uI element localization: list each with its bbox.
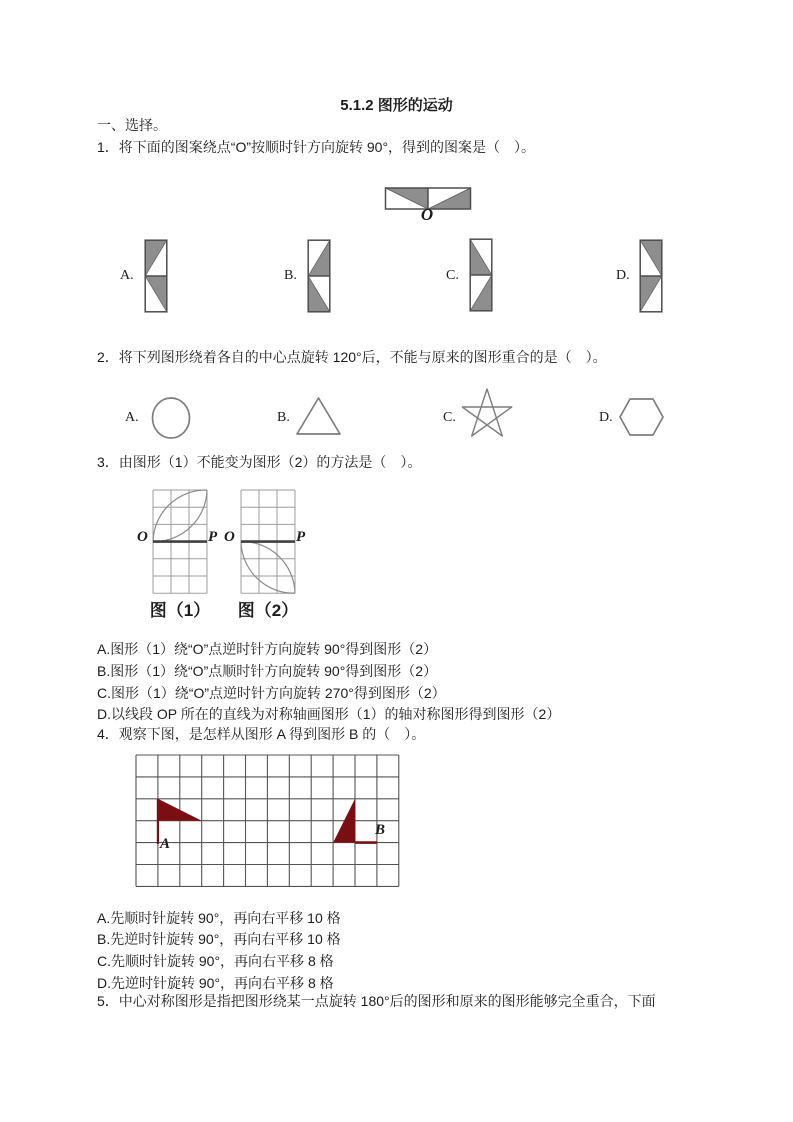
q3-option-d: D.以线段 OP 所在的直线为对称轴画图形（1）的轴对称图形得到图形（2） (97, 706, 561, 722)
q4-option-a: A.先顺时针旋转 90°，再向右平移 10 格 (97, 910, 341, 926)
q2-option-c-label: C. (443, 410, 456, 425)
q3-figure-2-grid (240, 489, 297, 595)
q3-fig2-point-o: O (224, 529, 235, 545)
q1-c-bottom-triangle (470, 275, 492, 311)
q2-circle-figure (150, 396, 192, 440)
triangle-shape (297, 398, 340, 434)
q4-option-b: B.先逆时针旋转 90°，再向右平移 10 格 (97, 931, 341, 947)
q3-fig1-point-p: P (208, 529, 218, 545)
question-2-text: 2．将下列图形绕着各自的中心点旋转 120°后，不能与原来的图形重合的是（ ）。 (97, 349, 607, 365)
question-1-text: 1．将下面的图案绕点“O”按顺时针方向旋转 90°，得到的图案是（ ）。 (97, 139, 536, 155)
q4-label-b: B (375, 822, 386, 838)
q3-fig1-lens-shape (153, 490, 207, 542)
q1-option-a-figure (144, 239, 168, 313)
q4-option-c: C.先顺时针旋转 90°，再向右平移 8 格 (97, 953, 334, 969)
q3-option-b: B.图形（1）绕“O”点顺时针方向旋转 90°得到图形（2） (97, 663, 438, 679)
q2-triangle-figure (295, 396, 345, 437)
q2-star-figure (460, 388, 516, 440)
q3-figure-1-caption: 图（1） (149, 601, 211, 620)
q3-option-c: C.图形（1）绕“O”点逆时针方向旋转 270°得到图形（2） (97, 685, 446, 701)
question-3-text: 3．由图形（1）不能变为图形（2）的方法是（ ）。 (97, 454, 422, 470)
q3-figure-1-grid (152, 489, 209, 595)
q1-option-c-label: C. (446, 268, 459, 283)
q1-option-b-label: B. (284, 268, 297, 283)
q2-option-b-label: B. (277, 410, 290, 425)
q1-option-b-figure (307, 239, 331, 313)
q1-a-top-triangle (145, 240, 167, 276)
q2-option-d-label: D. (599, 410, 613, 425)
q3-fig2-point-p: P (296, 529, 306, 545)
q3-fig2-lens-shape (241, 542, 295, 594)
hexagon-shape (620, 399, 663, 435)
q1-option-a-label: A. (120, 268, 134, 283)
q1-option-c-figure (469, 238, 493, 312)
question-5-text: 5．中心对称图形是指把图形绕某一点旋转 180°后的图形和原来的图形能够完全重合，下面 (97, 993, 656, 1009)
q4-label-a: A (160, 836, 171, 852)
question-4-text: 4．观察下图，是怎样从图形 A 得到图形 B 的（ ）。 (97, 726, 426, 742)
q1-a-bottom-triangle (145, 276, 167, 312)
q2-option-a-label: A. (125, 410, 139, 425)
star-shape (462, 389, 511, 436)
q1-d-bottom-triangle (640, 276, 662, 312)
q1-d-top-triangle (640, 240, 662, 276)
q1-c-top-triangle (470, 239, 492, 275)
q1-b-bottom-triangle (308, 276, 330, 312)
q3-figure-2-caption: 图（2） (237, 601, 299, 620)
q3-fig1-point-o: O (137, 529, 148, 545)
q1-point-o-label: O (420, 205, 434, 224)
q2-hexagon-figure (619, 398, 665, 436)
page-title: 5.1.2 图形的运动 (340, 97, 453, 114)
q1-option-d-figure (639, 239, 663, 313)
q1-b-top-triangle (308, 240, 330, 276)
q4-option-d: D.先逆时针旋转 90°，再向右平移 8 格 (97, 975, 334, 991)
q3-option-a: A.图形（1）绕“O”点逆时针方向旋转 90°得到图形（2） (97, 641, 438, 657)
q4-grid-figure (135, 754, 401, 889)
q1-option-d-label: D. (616, 268, 630, 283)
section-heading: 一、选择。 (97, 117, 167, 133)
circle-shape (153, 398, 190, 438)
